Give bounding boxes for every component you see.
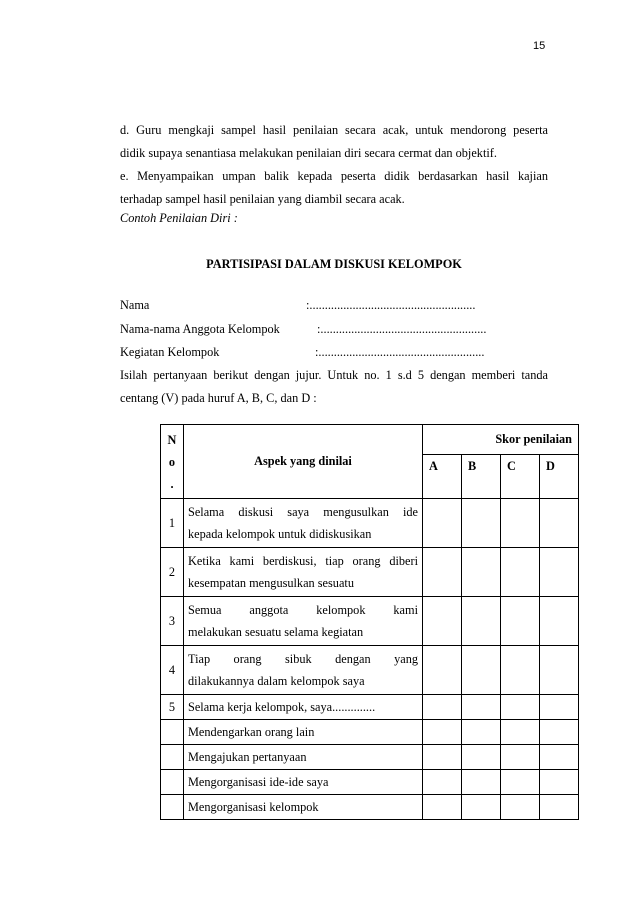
score-cell-d[interactable] <box>540 770 579 795</box>
row-aspek-line2: melakukan sesuatu selama kegiatan <box>188 625 364 639</box>
row-number: 1 <box>161 499 184 548</box>
score-cell-c[interactable] <box>501 597 540 646</box>
row-number: 4 <box>161 646 184 695</box>
table-row <box>161 597 579 646</box>
score-cell-a[interactable] <box>423 597 462 646</box>
assessment-table <box>160 424 579 820</box>
score-cell-a[interactable] <box>423 499 462 548</box>
header-no-char2: o <box>168 454 176 469</box>
row-aspek <box>184 597 423 646</box>
score-cell-c[interactable] <box>501 745 540 770</box>
score-cell-d[interactable] <box>540 548 579 597</box>
score-cell-a[interactable] <box>423 646 462 695</box>
table-row <box>161 770 579 795</box>
score-cell-b[interactable] <box>462 795 501 820</box>
row-number-empty <box>161 720 184 745</box>
score-cell-d[interactable] <box>540 795 579 820</box>
table-row <box>161 720 579 745</box>
row-aspek <box>184 646 423 695</box>
row-aspek-line1: Ketika kami berdiskusi, tiap orang diberi <box>188 554 418 568</box>
row-number: 2 <box>161 548 184 597</box>
paragraph-e-line1: e. Menyampaikan umpan balik kepada peserta didik berdasarkan hasil kajian <box>120 169 548 183</box>
header-skor: Skor penilaian <box>423 425 579 455</box>
score-cell-b[interactable] <box>462 499 501 548</box>
header-no <box>161 425 184 499</box>
field-anggota-label: Nama-nama Anggota Kelompok <box>120 322 280 336</box>
score-cell-b[interactable] <box>462 597 501 646</box>
score-cell-a[interactable] <box>423 695 462 720</box>
paragraph-d <box>120 119 548 165</box>
subitem: Mengorganisasi ide-ide saya <box>184 770 423 795</box>
field-kegiatan-label: Kegiatan Kelompok <box>120 345 220 359</box>
score-cell-a[interactable] <box>423 745 462 770</box>
field-kegiatan-value: :...................................................... <box>315 345 485 359</box>
row-aspek-line1: Semua anggota kelompok kami <box>188 603 418 617</box>
row-number-empty <box>161 795 184 820</box>
paragraph-e <box>120 165 548 211</box>
row-aspek-line2: kepada kelompok untuk didiskusikan <box>188 527 372 541</box>
header-col-d: D <box>540 455 579 499</box>
score-cell-b[interactable] <box>462 548 501 597</box>
paragraph-d-line1: d. Guru mengkaji sampel hasil penilaian secara acak, untuk mendorong peserta <box>120 123 548 137</box>
score-cell-d[interactable] <box>540 695 579 720</box>
score-cell-c[interactable] <box>501 720 540 745</box>
field-anggota-value: :...................................................... <box>317 322 487 336</box>
instruction <box>120 364 548 410</box>
score-cell-b[interactable] <box>462 646 501 695</box>
table-row <box>161 646 579 695</box>
score-cell-b[interactable] <box>462 770 501 795</box>
score-cell-d[interactable] <box>540 597 579 646</box>
score-cell-b[interactable] <box>462 745 501 770</box>
table-row <box>161 548 579 597</box>
page-number: 15 <box>533 40 546 52</box>
table-row <box>161 795 579 820</box>
field-nama-value: :...................................................... <box>306 298 476 312</box>
score-cell-d[interactable] <box>540 720 579 745</box>
header-no-char1: N <box>167 432 177 447</box>
row-number: 5 <box>161 695 184 720</box>
score-cell-d[interactable] <box>540 646 579 695</box>
score-cell-c[interactable] <box>501 770 540 795</box>
score-cell-c[interactable] <box>501 795 540 820</box>
instruction-line2: centang (V) pada huruf A, B, C, dan D : <box>120 391 317 405</box>
row-aspek <box>184 548 423 597</box>
score-cell-b[interactable] <box>462 720 501 745</box>
row-aspek-line1: Tiap orang sibuk dengan yang <box>188 652 418 666</box>
row-aspek-line2: dilakukannya dalam kelompok saya <box>188 674 365 688</box>
score-cell-b[interactable] <box>462 695 501 720</box>
row-number-empty <box>161 745 184 770</box>
score-cell-d[interactable] <box>540 745 579 770</box>
subitem: Mendengarkan orang lain <box>184 720 423 745</box>
score-cell-c[interactable] <box>501 548 540 597</box>
row-number-empty <box>161 770 184 795</box>
paragraph-e-line2: terhadap sampel hasil penilaian yang diambil secara acak. <box>120 192 405 206</box>
row-aspek-line2: kesempatan mengusulkan sesuatu <box>188 576 354 590</box>
paragraph-d-line2: didik supaya senantiasa melakukan penilaian diri secara cermat dan objektif. <box>120 146 497 160</box>
subitem: Mengorganisasi kelompok <box>184 795 423 820</box>
score-cell-d[interactable] <box>540 499 579 548</box>
header-col-b: B <box>462 455 501 499</box>
score-cell-c[interactable] <box>501 499 540 548</box>
table-row <box>161 499 579 548</box>
form-title: PARTISIPASI DALAM DISKUSI KELOMPOK <box>206 257 462 271</box>
header-col-a: A <box>423 455 462 499</box>
instruction-line1: Isilah pertanyaan berikut dengan jujur. Untuk no. 1 s.d 5 dengan memberi tanda <box>120 368 548 382</box>
table-row <box>161 745 579 770</box>
header-no-char3: . <box>170 476 174 491</box>
score-cell-a[interactable] <box>423 795 462 820</box>
subitem: Mengajukan pertanyaan <box>184 745 423 770</box>
header-col-c: C <box>501 455 540 499</box>
row-number: 3 <box>161 597 184 646</box>
table-header-row <box>161 425 579 455</box>
score-cell-a[interactable] <box>423 770 462 795</box>
contoh-label: Contoh Penilaian Diri : <box>120 211 238 225</box>
row-aspek: Selama kerja kelompok, saya.............. <box>184 695 423 720</box>
row-aspek-line1: Selama diskusi saya mengusulkan ide <box>188 505 418 519</box>
row-aspek <box>184 499 423 548</box>
score-cell-c[interactable] <box>501 695 540 720</box>
field-nama-label: Nama <box>120 298 150 312</box>
table-row <box>161 695 579 720</box>
score-cell-a[interactable] <box>423 548 462 597</box>
score-cell-a[interactable] <box>423 720 462 745</box>
header-aspek: Aspek yang dinilai <box>184 425 423 499</box>
score-cell-c[interactable] <box>501 646 540 695</box>
